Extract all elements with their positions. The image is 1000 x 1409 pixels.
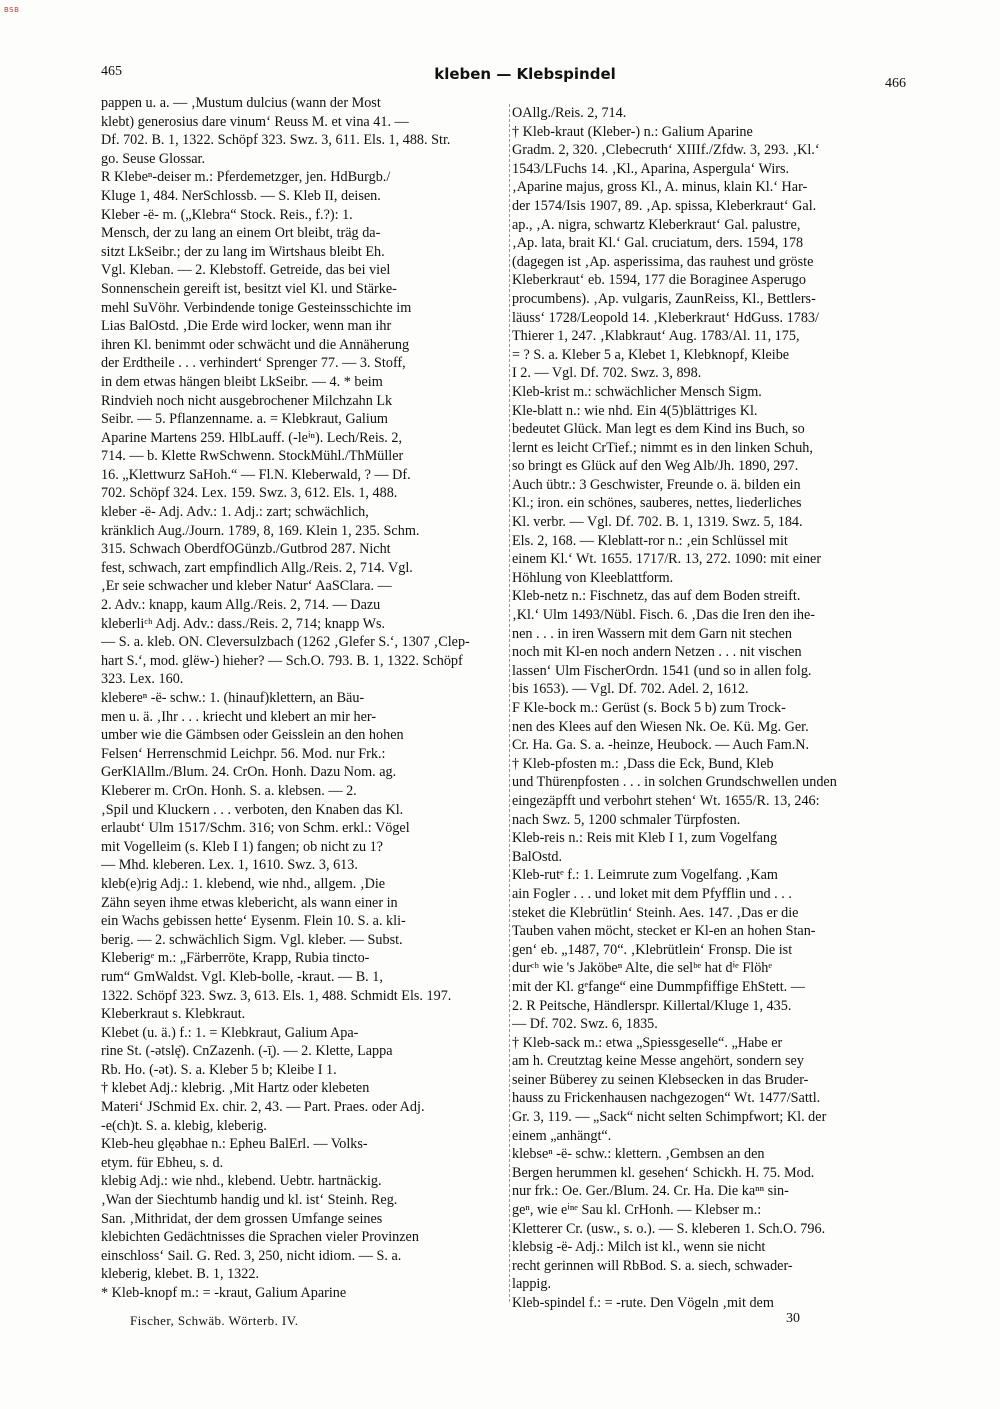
text-line: lernt es leicht CrTief.; nimmt es in den linken Schuh, bbox=[512, 439, 813, 456]
text-line: mit der Kl. gᵉfange“ eine Dummpfiffige EhStett. — bbox=[512, 978, 805, 995]
text-line: Kletterer Cr. (usw., s. o.). — S. kleberen 1. Sch.O. 796. bbox=[512, 1220, 826, 1237]
text-line: umber wie die Gämbsen oder Geisslein an den hohen bbox=[101, 727, 404, 744]
text-line: Thierer 1, 247. ‚Klabkraut‘ Aug. 1783/Al. 11, 175, bbox=[512, 328, 800, 345]
text-line: einschloss‘ Sail. G. Red. 3, 250, nicht idiom. — S. a. bbox=[101, 1247, 402, 1264]
text-line: Gradm. 2, 320. ‚Clebecruth‘ XIIIf./Zfdw. 3, 293. ‚Kl.‘ bbox=[512, 142, 820, 159]
text-line: Kleberer m. CrOn. Honh. S. a. klebsen. — 2. bbox=[101, 782, 357, 799]
text-line: Kleb-reis n.: Reis mit Kleb I 1, zum Vogelfang bbox=[512, 830, 778, 847]
text-line: Zähn seyen ihme etwas klebericht, als wann einer in bbox=[101, 894, 398, 911]
text-line: OAllg./Reis. 2, 714. bbox=[512, 105, 627, 121]
text-line: nen . . . in iren Wassern mit dem Garn nit stechen bbox=[512, 625, 792, 642]
text-line: Cr. Ha. Ga. S. a. -heinze, Heubock. — Auch Fam.N. bbox=[512, 737, 810, 754]
text-line: klebereⁿ -ë- schw.: 1. (hinauf)klettern, an Bäu- bbox=[101, 690, 365, 706]
text-line: eingezäpfft und verbohrt stehen‘ Wt. 1655/R. 13, 246: bbox=[512, 792, 820, 809]
text-line: etym. für Ebheu, s. d. bbox=[101, 1154, 224, 1171]
text-line: mit Vogelleim (s. Kleb I 1) fangen; ob nicht zu 1? bbox=[101, 838, 383, 855]
text-line: Kleb-krist m.: schwächlicher Mensch Sigm. bbox=[512, 383, 762, 400]
text-line: Kl. verbr. — Vgl. Df. 702. B. 1, 1319. Swz. 5, 184. bbox=[512, 514, 803, 531]
text-line: Kleb-rutᵉ f.: 1. Leimrute zum Vogelfang. ‚Kam bbox=[512, 867, 778, 884]
text-line: gen‘ eb. „1487, 70“. ‚Klebrütlein‘ Fronsp. Die ist bbox=[512, 941, 793, 958]
text-line: der 1574/Isis 1907, 89. ‚Ap. spissa, Kleberkraut‘ Gal. bbox=[512, 197, 817, 214]
text-line: Els. 2, 168. — Kleblatt-ror n.: ‚ein Schlüssel mit bbox=[512, 532, 788, 549]
text-line: ap., ‚A. nigra, schwartz Kleberkraut‘ Gal. palustre, bbox=[512, 216, 801, 233]
text-line: Kleb-spindel f.: = -rute. Den Vögeln ‚mit dem bbox=[512, 1295, 774, 1311]
text-line: der Erdtheile . . . verhindert‘ Sprenger 77. — 3. Stoff, bbox=[101, 355, 406, 372]
text-line: Mensch, der zu lang an einem Ort bleibt, träg da- bbox=[101, 225, 381, 242]
text-line: — S. a. kleb. ON. Cleversulzbach (1262 ‚Glefer S.‘, 1307 ‚Clep- bbox=[101, 634, 470, 651]
text-line: bedeutet Glück. Man legt es dem Kind ins Buch, so bbox=[512, 421, 805, 438]
text-line: 714. — b. Klette RwSchwenn. StockMühl./ThMüller bbox=[101, 448, 404, 465]
text-line: kleberliᶜʰ Adj. Adv.: dass./Reis. 2, 714; knapp Ws. bbox=[101, 615, 386, 632]
text-line: (dagegen ist ‚Ap. asperissima, das rauhest und gröste bbox=[512, 253, 814, 270]
text-line: klebseⁿ -ë- schw.: klettern. ‚Gembsen an den bbox=[512, 1146, 765, 1163]
text-line: Df. 702. B. 1, 1322. Schöpf 323. Swz. 3, 611. Els. 1, 488. Str. bbox=[101, 132, 451, 149]
text-line: recht gerinnen will RbBod. S. a. siech, schwader- bbox=[512, 1257, 793, 1274]
text-line: R Klebeⁿ-deiser m.: Pferdemetzger, jen. HdBurgb./ bbox=[101, 169, 391, 186]
text-line: 16. „Klettwurz SaHoh.“ — Fl.N. Kleberwald, ? — Df. bbox=[101, 466, 411, 483]
text-line: berig. — 2. schwächlich Sigm. Vgl. kleber. — Subst. bbox=[101, 931, 403, 948]
text-line: pappen u. a. — ‚Mustum dulcius (wann der Most bbox=[101, 95, 381, 111]
sheet-number: 30 bbox=[786, 1311, 800, 1326]
text-line: einem „anhängt“. bbox=[512, 1127, 612, 1144]
column-divider bbox=[509, 104, 510, 1302]
text-line: 1322. Schöpf 323. Swz. 3, 613. Els. 1, 488. Schmidt Els. 197. bbox=[101, 987, 452, 1004]
text-line: Kleberkraut‘ eb. 1594, 177 die Boraginee Asperugo bbox=[512, 272, 806, 289]
text-line: noch mit Kl-en noch andern Netzen . . . nit vischen bbox=[512, 644, 802, 661]
text-line: BalOstd. bbox=[512, 848, 563, 865]
text-line: 2. Adv.: knapp, kaum Allg./Reis. 2, 714. — Dazu bbox=[101, 597, 381, 614]
text-line: seiner Büberey zu seinen Klebsecken in das Bruder- bbox=[512, 1071, 809, 1088]
text-line: in dem etwas hängen bleibt LkSeibr. — 4. * beim bbox=[101, 373, 383, 390]
text-line: ihren Kl. benimmt oder schwächt und die Annäherung bbox=[101, 336, 410, 353]
page-number-right: 466 bbox=[885, 76, 906, 91]
text-line: Kleb-netz n.: Fischnetz, das auf dem Boden streift. bbox=[512, 588, 801, 605]
text-line: klebichten Gedächtnisses die Sprachen vieler Provinzen bbox=[101, 1229, 419, 1246]
text-line: — Df. 702. Swz. 6, 1835. bbox=[512, 1016, 658, 1033]
text-line: hart S.‘, mod. glëw-) hieher? — Sch.O. 793. B. 1, 1322. Schöpf bbox=[101, 652, 463, 669]
text-line: kränklich Aug./Journ. 1789, 8, 169. Klein 1, 235. Schm. bbox=[101, 522, 420, 539]
text-line: sitzt LkSeibr.; der zu lang im Wirtshaus bleibt Eh. bbox=[101, 243, 385, 260]
text-line: Kleberigᵉ m.: „Färberröte, Krapp, Rubia tincto- bbox=[101, 950, 370, 967]
page-number-left: 465 bbox=[101, 64, 122, 79]
text-line: ‚Spil und Kluckern . . . verboten, den Knaben das Kl. bbox=[101, 801, 404, 818]
text-line: hauss zu Frickenhausen nachgezogen“ Wt. 1477/Sattl. bbox=[512, 1090, 821, 1107]
text-line: 1543/LFuchs 14. ‚Kl., Aparina, Aspergula‘ Wirs. bbox=[512, 160, 790, 177]
text-line: Vgl. Kleban. — 2. Klebstoff. Getreide, das bei viel bbox=[101, 262, 391, 279]
text-line: -e(ch)t. S. a. klebig, kleberig. bbox=[101, 1117, 267, 1134]
footer-signature: Fischer, Schwäb. Wörterb. IV. bbox=[130, 1313, 299, 1328]
text-line: Aparine Martens 259. HlbLauff. (-leⁱⁿ). Lech/Reis. 2, bbox=[101, 429, 403, 446]
text-line: klebsig -ë- Adj.: Milch ist kl., wenn sie nicht bbox=[512, 1239, 766, 1256]
text-line: I 2. — Vgl. Df. 702. Swz. 3, 898. bbox=[512, 365, 702, 382]
text-line: geⁿ, wie eⁱⁿᵉ Sau kl. CrHonh. — Klebser m.: bbox=[512, 1202, 762, 1219]
text-line: men u. ä. ‚Ihr . . . kriecht und klebert an mir her- bbox=[101, 708, 377, 725]
left-column bbox=[101, 94, 506, 1303]
text-line: go. Seuse Glossar. bbox=[101, 150, 206, 167]
text-line: nen des Klees auf den Wiesen Nk. Oe. Kü. Mg. Ger. bbox=[512, 718, 809, 735]
library-stamp: BSB bbox=[4, 6, 20, 14]
text-line: Sonnenschein gereift ist, besitzt viel Kl. und Stärke- bbox=[101, 280, 397, 297]
text-line: ‚Ap. lata, brait Kl.‘ Gal. cruciatum, ders. 1594, 178 bbox=[512, 235, 804, 252]
text-line: F Kle-bock m.: Gerüst (s. Bock 5 b) zum Trock- bbox=[512, 700, 786, 716]
text-line: Höhlung von Kleeblattform. bbox=[512, 569, 674, 586]
text-line: und Thürenpfosten . . . in solchen Grundschwellen unden bbox=[512, 774, 837, 791]
text-line: Gr. 3, 119. — „Sack“ nicht selten Schimpfwort; Kl. der bbox=[512, 1109, 827, 1126]
text-line: durᶜʰ wie 's Jaköbeⁿ Alte, die selᵇᵉ hat dⁱᵉ Flöhᵉ bbox=[512, 960, 773, 977]
text-line: Kl.; iron. ein schönes, sauberes, nettes, liederliches bbox=[512, 495, 802, 512]
text-line: nach Swz. 5, 1200 schmaler Türpfosten. bbox=[512, 811, 741, 828]
running-head: kleben — Klebspindel bbox=[434, 65, 616, 83]
right-column bbox=[512, 104, 917, 1313]
text-line: bis 1653). — Vgl. Df. 702. Adel. 2, 1612. bbox=[512, 681, 749, 698]
text-line: † Kleb-pfosten m.: ‚Dass die Eck, Bund, Kleb bbox=[512, 755, 774, 772]
text-line: Kleb-heu glęəbhae n.: Epheu BalErl. — Volks- bbox=[101, 1136, 368, 1153]
text-line: klebig Adj.: wie nhd., klebend. Uebtr. hartnäckig. bbox=[101, 1173, 382, 1190]
text-line: mehl SuVöhr. Verbindende tonige Gesteinsschichte im bbox=[101, 299, 412, 316]
text-line: Kluge 1, 484. NerSchlossb. — S. Kleb II, deisen. bbox=[101, 187, 381, 204]
text-line: läuss‘ 1728/Leopold 14. ‚Kleberkraut‘ HdGuss. 1783/ bbox=[512, 309, 819, 326]
text-line: nur frk.: Oe. Ger./Blum. 24. Cr. Ha. Die kaⁿⁿ sin- bbox=[512, 1183, 789, 1200]
text-line: * Kleb-knopf m.: = -kraut, Galium Aparine bbox=[101, 1285, 347, 1301]
text-line: Bergen herummen kl. gesehen‘ Schickh. H. 75. Mod. bbox=[512, 1164, 815, 1181]
text-line: Auch übtr.: 3 Geschwister, Freunde o. ä. bilden ein bbox=[512, 476, 801, 493]
text-line: ein Wachs gebissen hette‘ Eysenm. Flein 10. S. a. kli- bbox=[101, 913, 406, 930]
text-line: Kle-blatt n.: wie nhd. Ein 4(5)blättriges Kl. bbox=[512, 402, 758, 419]
text-line: 315. Schwach OberdfOGünzb./Gutbrod 287. Nicht bbox=[101, 541, 391, 558]
text-line: 2. R Peitsche, Händlerspr. Killertal/Kluge 1, 435. bbox=[512, 997, 792, 1014]
text-line: fest, schwach, zart empfindlich Allg./Reis. 2, 714. Vgl. bbox=[101, 559, 413, 576]
text-line: = ? S. a. Kleber 5 a, Klebet 1, Klebknopf, Kleibe bbox=[512, 346, 790, 363]
text-line: † Kleb-sack m.: etwa „Spiessgeselle“. „Habe er bbox=[512, 1034, 783, 1051]
text-line: lappig. bbox=[512, 1276, 552, 1293]
text-line: rum“ GmWaldst. Vgl. Kleb-bolle, -kraut. — B. 1, bbox=[101, 968, 383, 985]
text-line: Kleberkraut s. Klebkraut. bbox=[101, 1006, 246, 1023]
text-line: ain Fogler . . . und loket mit dem Pfyfflin und . . . bbox=[512, 885, 792, 902]
text-line: † Kleb-kraut (Kleber-) n.: Galium Aparine bbox=[512, 123, 753, 140]
text-line: rine St. (-ətslę̄). CnZazenh. (-ī̦). — 2. Klette, Lappa bbox=[101, 1043, 393, 1060]
text-line: kleberig, klebet. B. 1, 1322. bbox=[101, 1266, 260, 1283]
text-line: 323. Lex. 160. bbox=[101, 671, 184, 688]
text-line: Lias BalOstd. ‚Die Erde wird locker, wenn man ihr bbox=[101, 318, 392, 335]
text-line: procumbens). ‚Ap. vulgaris, ZaunReiss, Kl., Bettlers- bbox=[512, 290, 816, 307]
text-line: kleber -ë- Adj. Adv.: 1. Adj.: zart; schwächlich, bbox=[101, 504, 369, 521]
text-line: einem Kl.‘ Wt. 1655. 1717/R. 13, 272. 1090: mit einer bbox=[512, 551, 822, 568]
text-line: 702. Schöpf 324. Lex. 159. Swz. 3, 612. Els. 1, 488. bbox=[101, 485, 398, 502]
text-line: GerKlAllm./Blum. 24. CrOn. Honh. Dazu Nom. ag. bbox=[101, 764, 397, 781]
text-line: am h. Creutztag keine Messe angehört, sondern sey bbox=[512, 1053, 804, 1070]
text-line: ‚Aparine majus, gross Kl., A. minus, klain Kl.‘ Har- bbox=[512, 179, 808, 196]
text-line: Kleber -ë- m. („Klebra“ Stock. Reis., f.?): 1. bbox=[101, 206, 353, 223]
text-line: ‚Er seie schwacher und kleber Natur‘ AaSClara. — bbox=[101, 578, 392, 595]
text-line: Rindvieh noch nicht ausgebrochener Milchzahn Lk bbox=[101, 392, 393, 409]
text-line: erlaubt‘ Ulm 1517/Schm. 316; von Schm. erkl.: Vögel bbox=[101, 820, 410, 837]
text-line: Felsen‘ Herrenschmid Leichpr. 56. Mod. nur Frk.: bbox=[101, 745, 386, 762]
text-line: klebt) generosius dare vinum‘ Reuss M. et vina 41. — bbox=[101, 113, 409, 130]
text-line: ‚Kl.‘ Ulm 1493/Nübl. Fisch. 6. ‚Das die Iren den ihe- bbox=[512, 607, 816, 624]
text-line: lassen‘ Ulm FischerOrdn. 1541 (und so in allen folg. bbox=[512, 662, 812, 679]
text-line: † klebet Adj.: klebrig. ‚Mit Hartz oder klebeten bbox=[101, 1080, 370, 1097]
text-line: kleb(e)rig Adj.: 1. klebend, wie nhd., allgem. ‚Die bbox=[101, 875, 386, 892]
text-line: Tauben vahen möcht, stecket er Kl-en an hohen Stan- bbox=[512, 923, 816, 940]
text-line: Materi‘ JSchmid Ex. chir. 2, 43. — Part. Praes. oder Adj. bbox=[101, 1099, 425, 1116]
text-line: San. ‚Mithridat, der dem grossen Umfange seines bbox=[101, 1210, 383, 1227]
text-line: Rb. Ho. (-ət). S. a. Kleber 5 b; Kleibe I 1. bbox=[101, 1061, 337, 1078]
text-line: steket die Klebrütlin‘ Steinh. Aes. 147. ‚Das er die bbox=[512, 904, 799, 921]
text-line: Seibr. — 5. Pflanzenname. a. = Klebkraut, Galium bbox=[101, 411, 388, 428]
text-line: Klebet (u. ä.) f.: 1. = Klebkraut, Galium Apa- bbox=[101, 1024, 359, 1041]
text-line: — Mhd. kleberen. Lex. 1, 1610. Swz. 3, 613. bbox=[101, 857, 358, 874]
text-line: so bringt es Glück auf den Weg Alb/Jh. 1890, 297. bbox=[512, 458, 799, 475]
text-line: ‚Wan der Siechtumb handig und kl. ist‘ Steinh. Reg. bbox=[101, 1192, 398, 1209]
